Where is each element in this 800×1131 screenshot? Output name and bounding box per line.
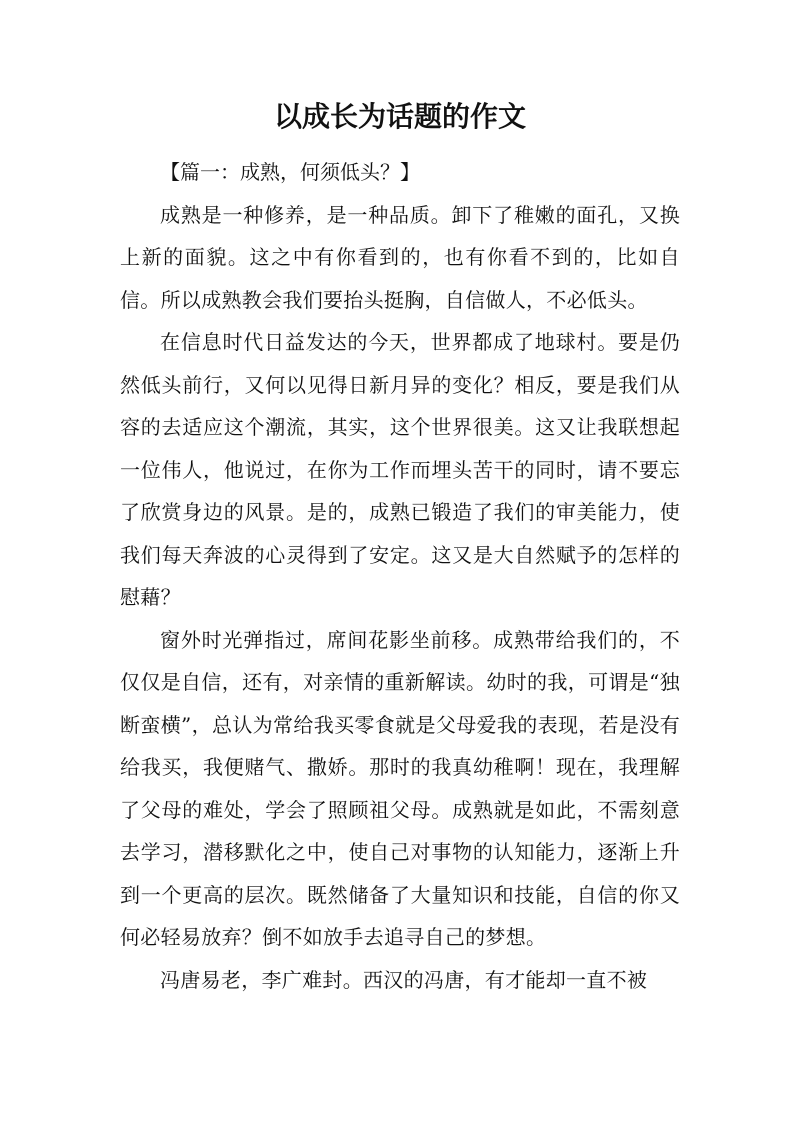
paragraph: 成熟是一种修养，是一种品质。卸下了稚嫩的面孔，又换上新的面貌。这之中有你看到的，也有你看不到的，比如自信。所以成熟教会我们要抬头挺胸，自信做人，不必低头。 xyxy=(120,202,680,312)
section-heading: 【篇一：成熟，何须低头？】 xyxy=(160,160,420,184)
document-body xyxy=(120,151,680,1001)
paragraph: 冯唐易老，李广难封。西汉的冯唐，有才能却一直不被 xyxy=(160,967,648,992)
document-title: 以成长为话题的作文 xyxy=(273,100,526,133)
paragraph: 窗外时光弹指过，席间花影坐前移。成熟带给我们的，不仅仅是自信，还有，对亲情的重新解读。幼时的我，可谓是“独断蛮横”，总认为常给我买零食就是父母爱我的表现，若是没有给我买，我便赌气、撒娇。那时的我真幼稚啊！现在，我理解了父母的难处，学会了照顾祖父母。成熟就是如此，不需刻意去学习，潜移默化之中，使自己对事物的认知能力，逐渐上升到一个更高的层次。既然储备了大量知识和技能，自信的你又何必轻易放弃？倒不如放手去追寻自己的梦想。 xyxy=(120,627,680,949)
paragraph: 在信息时代日益发达的今天，世界都成了地球村。要是仍然低头前行，又何以见得日新月异的变化？相反，要是我们从容的去适应这个潮流，其实，这个世界很美。这又让我联想起一位伟人，他说过，在你为工作而埋头苦干的同时，请不要忘了欣赏身边的风景。是的，成熟已锻造了我们的审美能力，使我们每天奔波的心灵得到了安定。这又是大自然赋予的怎样的慰藉？ xyxy=(120,330,680,609)
